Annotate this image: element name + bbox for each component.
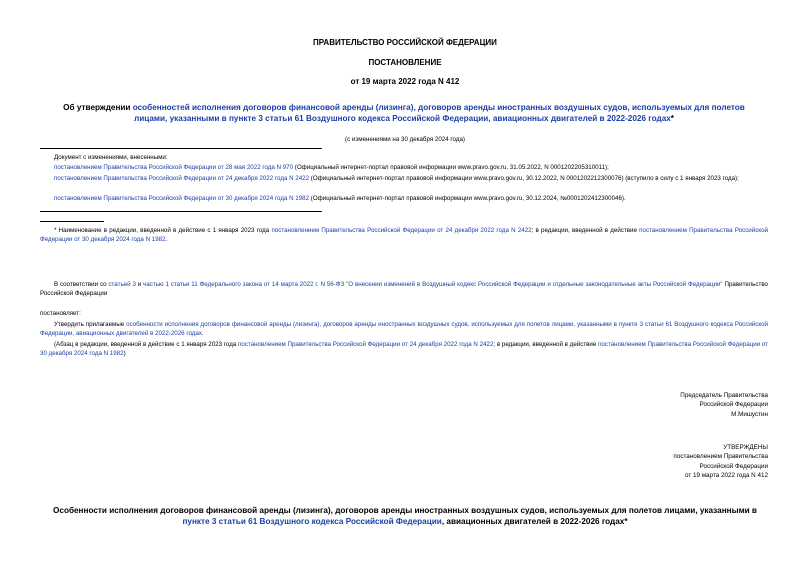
document-date: от 19 марта 2022 года N 412 — [350, 77, 460, 86]
resolution-text: Утвердить прилагаемые — [54, 321, 127, 328]
preamble-paragraph — [40, 280, 768, 298]
amendment-item — [54, 194, 768, 203]
annex-title-text: , авиационных двигателей в 2022-2026 годах* — [441, 517, 628, 526]
approval-line: Российской Федерации — [699, 462, 768, 470]
separator-line — [40, 148, 322, 149]
signature-title: Председатель Правительства — [680, 392, 768, 399]
footnote-link[interactable]: постановлением Правительства Российской Федерации от 24 декабря 2022 года N 2422 — [271, 227, 532, 234]
footnote-text: ; в редакции, введенной в действие — [531, 227, 640, 234]
resolution-text: . — [201, 330, 204, 337]
approval-block — [673, 443, 768, 481]
document-title — [46, 102, 762, 124]
law-link[interactable]: частью 1 статьи 11 Федерального закона от 14 марта 2022 г. N 56-ФЗ "О внесении изменений в Воздушный кодекс Российской Федерации и отдельные законодательные акты Российской Федерации" — [143, 281, 723, 288]
title-link[interactable]: особенностей исполнения договоров финансовой аренды (лизинга), договоров аренды иностранных воздушных судов, используемых для полетов лицами, указанными в пункте 3 статьи 61 Воздушного кодекса Российской Федерации, авиационных двигателей в 2022-2026 годах — [132, 103, 745, 123]
preamble-text: В соответствии со — [54, 281, 109, 288]
amendment-text: (Официальный интернет-портал правовой информации www.pravo.gov.ru, 30.12.2024, №0001202412300046). — [309, 195, 626, 202]
amendments-intro: Документ с изменениями, внесенными: — [54, 154, 168, 161]
signature-country: Российской Федерации — [699, 401, 768, 409]
government-name: ПРАВИТЕЛЬСТВО РОССИЙСКОЙ ФЕДЕРАЦИИ — [313, 38, 497, 47]
title-prefix: Об утверждении — [63, 103, 133, 112]
changes-note: (с изменениями на 30 декабря 2024 года) — [345, 136, 465, 143]
footnote — [40, 226, 768, 244]
annex-title — [50, 505, 760, 527]
revision-text: (Абзац в редакции, введенной в действие с 1 января 2023 года — [54, 341, 239, 348]
approval-heading: УТВЕРЖДЕНЫ — [723, 444, 768, 451]
revision-note-paragraph — [40, 340, 768, 358]
annex-link[interactable]: особенности исполнения договоров финансовой аренды (лизинга), договоров аренды иностранных воздушных судов, используемых для полетов лицами, указанными в пункте 3 статьи 61 Воздушного кодекса Российской Федерации, авиационных двигателей в 2022-2026 годах — [40, 321, 768, 337]
preamble-text: Правительство Российской Федерации — [40, 281, 768, 297]
law-article-link[interactable]: статьей 3 — [108, 281, 136, 288]
amendment-link[interactable]: постановлением Правительства Российской Федерации от 30 декабря 2024 года N 1982 — [54, 195, 310, 202]
title-suffix: * — [670, 114, 674, 123]
footnote-text: . — [165, 236, 168, 243]
resolution-paragraph — [40, 320, 768, 338]
document-type: ПОСТАНОВЛЕНИЕ — [368, 58, 442, 67]
decides-label: постановляет: — [40, 310, 81, 317]
amendment-link[interactable]: постановлением Правительства Российской Федерации от 28 мая 2022 года N 970 — [54, 164, 294, 171]
footnote-text: * Наименование в редакции, введенной в действие с 1 января 2023 года — [54, 227, 272, 234]
revision-link[interactable]: постановлением Правительства Российской Федерации от 30 декабря 2024 года N 1982 — [40, 341, 768, 357]
preamble-text: и — [135, 281, 144, 288]
annex-title-text: Особенности исполнения договоров финансовой аренды (лизинга), договоров аренды иностранных воздушных судов, используемых для полетов лицами, указанными в — [53, 506, 757, 515]
revision-link[interactable]: постановлением Правительства Российской Федерации от 24 декабря 2022 года N 2422 — [238, 341, 494, 348]
amendment-item — [54, 174, 768, 183]
signature-block — [680, 391, 768, 419]
separator-line — [40, 211, 322, 212]
approval-line: постановлением Правительства — [673, 453, 768, 461]
annex-title-link[interactable]: пункте 3 статьи 61 Воздушного кодекса Российской Федерации — [182, 517, 442, 526]
amendment-text: (Официальный интернет-портал правовой информации www.pravo.gov.ru, 30.12.2022, N 0001202212300076) (вступило в силу с 1 января 2023 года); — [309, 175, 739, 182]
revision-text: ; в редакции, введенной в действие — [493, 341, 599, 348]
approval-date: от 19 марта 2022 года N 412 — [684, 472, 768, 480]
footnote-link[interactable]: постановлением Правительства Российской Федерации от 30 декабря 2024 года N 1982 — [40, 227, 768, 243]
amendment-text: (Официальный интернет-портал правовой информации www.pravo.gov.ru, 31.05.2022, N 0001202205310011); — [293, 164, 609, 171]
footnote-separator — [40, 221, 104, 222]
signature-name: М.Мишустин — [731, 410, 768, 418]
amendment-link[interactable]: постановлением Правительства Российской Федерации от 24 декабря 2022 года N 2422 — [54, 175, 310, 182]
amendment-item — [54, 163, 768, 172]
revision-text: ) — [123, 350, 126, 357]
